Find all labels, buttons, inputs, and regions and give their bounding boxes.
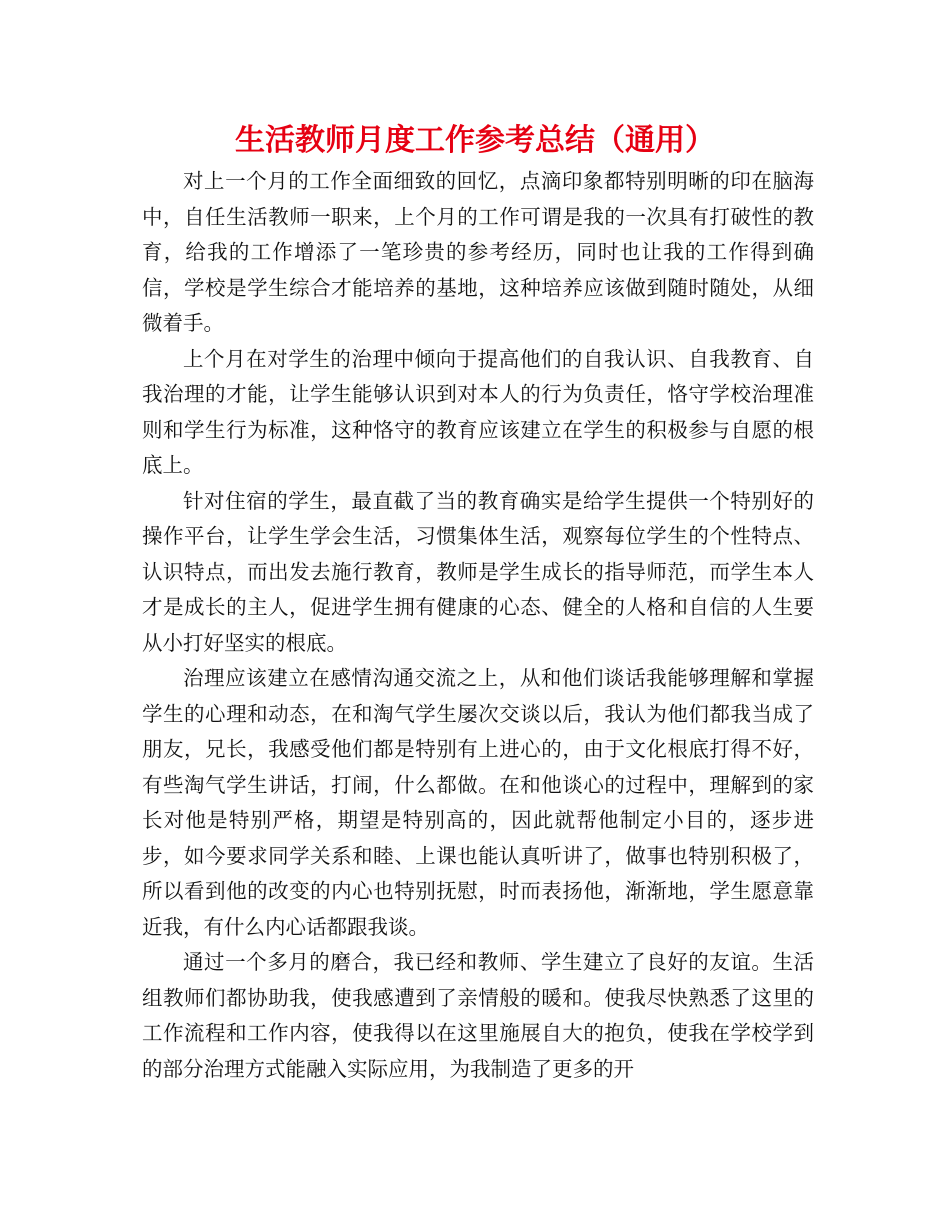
paragraph-2: 上个月在对学生的治理中倾向于提高他们的自我认识、自我教育、自我治理的才能，让学生能够认识到对本人的行为负责任，恪守学校治理准则和学生行为标准，这种恪守的教育应该建立在学生的积极参与自愿的根底上。 <box>142 346 814 477</box>
paragraph-4: 治理应该建立在感情沟通交流之上，从和他们谈话我能够理解和掌握学生的心理和动态，在和淘气学生屡次交谈以后，我认为他们都我当成了朋友，兄长，我感受他们都是特别有上进心的，由于文化根底打得不好，有些淘气学生讲话，打闹，什么都做。在和他谈心的过程中，理解到的家长对他是特别严格，期望是特别高的，因此就帮他制定小目的，逐步进步，如今要求同学关系和睦、上课也能认真听讲了，做事也特别积极了，所以看到他的改变的内心也特别抚慰，时而表扬他，渐渐地，学生愿意靠近我，有什么内心话都跟我谈。 <box>142 666 814 939</box>
paragraph-5: 通过一个多月的磨合，我已经和教师、学生建立了良好的友谊。生活组教师们都协助我，使我感遭到了亲情般的暖和。使我尽快熟悉了这里的工作流程和工作内容，使我得以在这里施展自大的抱负，使我在学校学到的部分治理方式能融入实际应用，为我制造了更多的开 <box>142 950 814 1081</box>
paragraph-1: 对上一个月的工作全面细致的回忆，点滴印象都特别明晰的印在脑海中，自任生活教师一职来，上个月的工作可谓是我的一次具有打破性的教育，给我的工作增添了一笔珍贵的参考经历，同时也让我的工作得到确信，学校是学生综合才能培养的基地，这种培养应该做到随时随处，从细微着手。 <box>142 169 814 335</box>
paragraph-3: 针对住宿的学生，最直截了当的教育确实是给学生提供一个特别好的操作平台，让学生学会生活，习惯集体生活，观察每位学生的个性特点、认识特点，而出发去施行教育，教师是学生成长的指导师范，而学生本人才是成长的主人，促进学生拥有健康的心态、健全的人格和自信的人生要从小打好坚实的根底。 <box>142 488 814 655</box>
document-title: 生活教师月度工作参考总结（通用） <box>235 123 715 158</box>
document-body <box>142 164 814 1087</box>
